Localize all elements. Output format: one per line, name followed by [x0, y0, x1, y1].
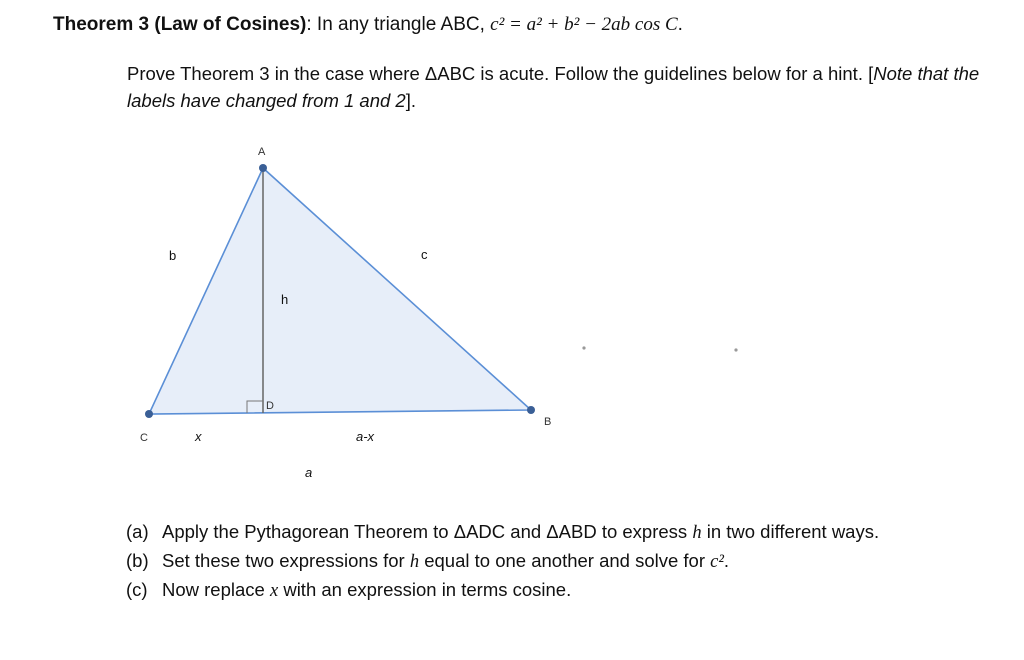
law-of-cosines-formula: c² = a² + b² − 2ab cos C — [490, 14, 678, 35]
vertex-c-label: C — [140, 432, 148, 444]
vertex-c-point[interactable] — [145, 410, 153, 418]
step-text: . — [723, 550, 730, 571]
side-a-label: a — [305, 465, 313, 480]
vertex-a-point[interactable] — [259, 164, 267, 172]
step-text: in two different ways. — [701, 521, 880, 542]
variable-h: h — [692, 523, 702, 543]
step-tag: (c) — [126, 579, 148, 600]
step-text: Apply the Pythagorean Theorem to ΔADC and ΔABD to express — [162, 521, 693, 542]
stray-dot — [582, 346, 585, 349]
prompt-closing: ]. — [405, 90, 417, 111]
hint-steps — [126, 518, 879, 605]
step-text: Now replace — [162, 579, 270, 600]
prompt-note: Note that the labels have changed from 1 and 2 — [127, 63, 980, 111]
altitude-h-label: h — [281, 292, 289, 307]
step-text: Set these two expressions for — [162, 550, 410, 571]
theorem-text: In any triangle ABC, — [311, 14, 491, 35]
step-text: with an expression in terms cosine. — [278, 579, 572, 600]
step-tag: (b) — [126, 550, 149, 571]
variable-c-squared: c² — [710, 552, 724, 572]
step-a — [126, 518, 879, 547]
triangle-abc — [149, 168, 531, 414]
vertex-b-label: B — [544, 416, 552, 428]
segment-a-minus-x-label: a-x — [356, 429, 375, 444]
vertex-b-point[interactable] — [527, 406, 535, 414]
variable-x: x — [269, 581, 279, 601]
theorem-colon: : — [306, 14, 312, 35]
theorem-title: Theorem 3 (Law of Cosines) — [53, 14, 307, 35]
stray-dot — [734, 348, 737, 351]
variable-h: h — [409, 552, 420, 572]
prompt-text: Prove Theorem 3 in the case where ΔABC is acute. Follow the guidelines below for a hint. [ — [127, 63, 874, 84]
step-c — [126, 576, 879, 605]
point-d-label: D — [266, 400, 274, 412]
theorem-period: . — [677, 14, 683, 35]
step-text: equal to one another and solve for — [419, 550, 711, 571]
step-b — [126, 547, 879, 576]
step-tag: (a) — [126, 521, 149, 542]
segment-x-label: x — [195, 429, 202, 444]
side-c-label: c — [421, 247, 428, 262]
side-b-label: b — [169, 248, 177, 263]
vertex-a-label: A — [258, 146, 266, 158]
